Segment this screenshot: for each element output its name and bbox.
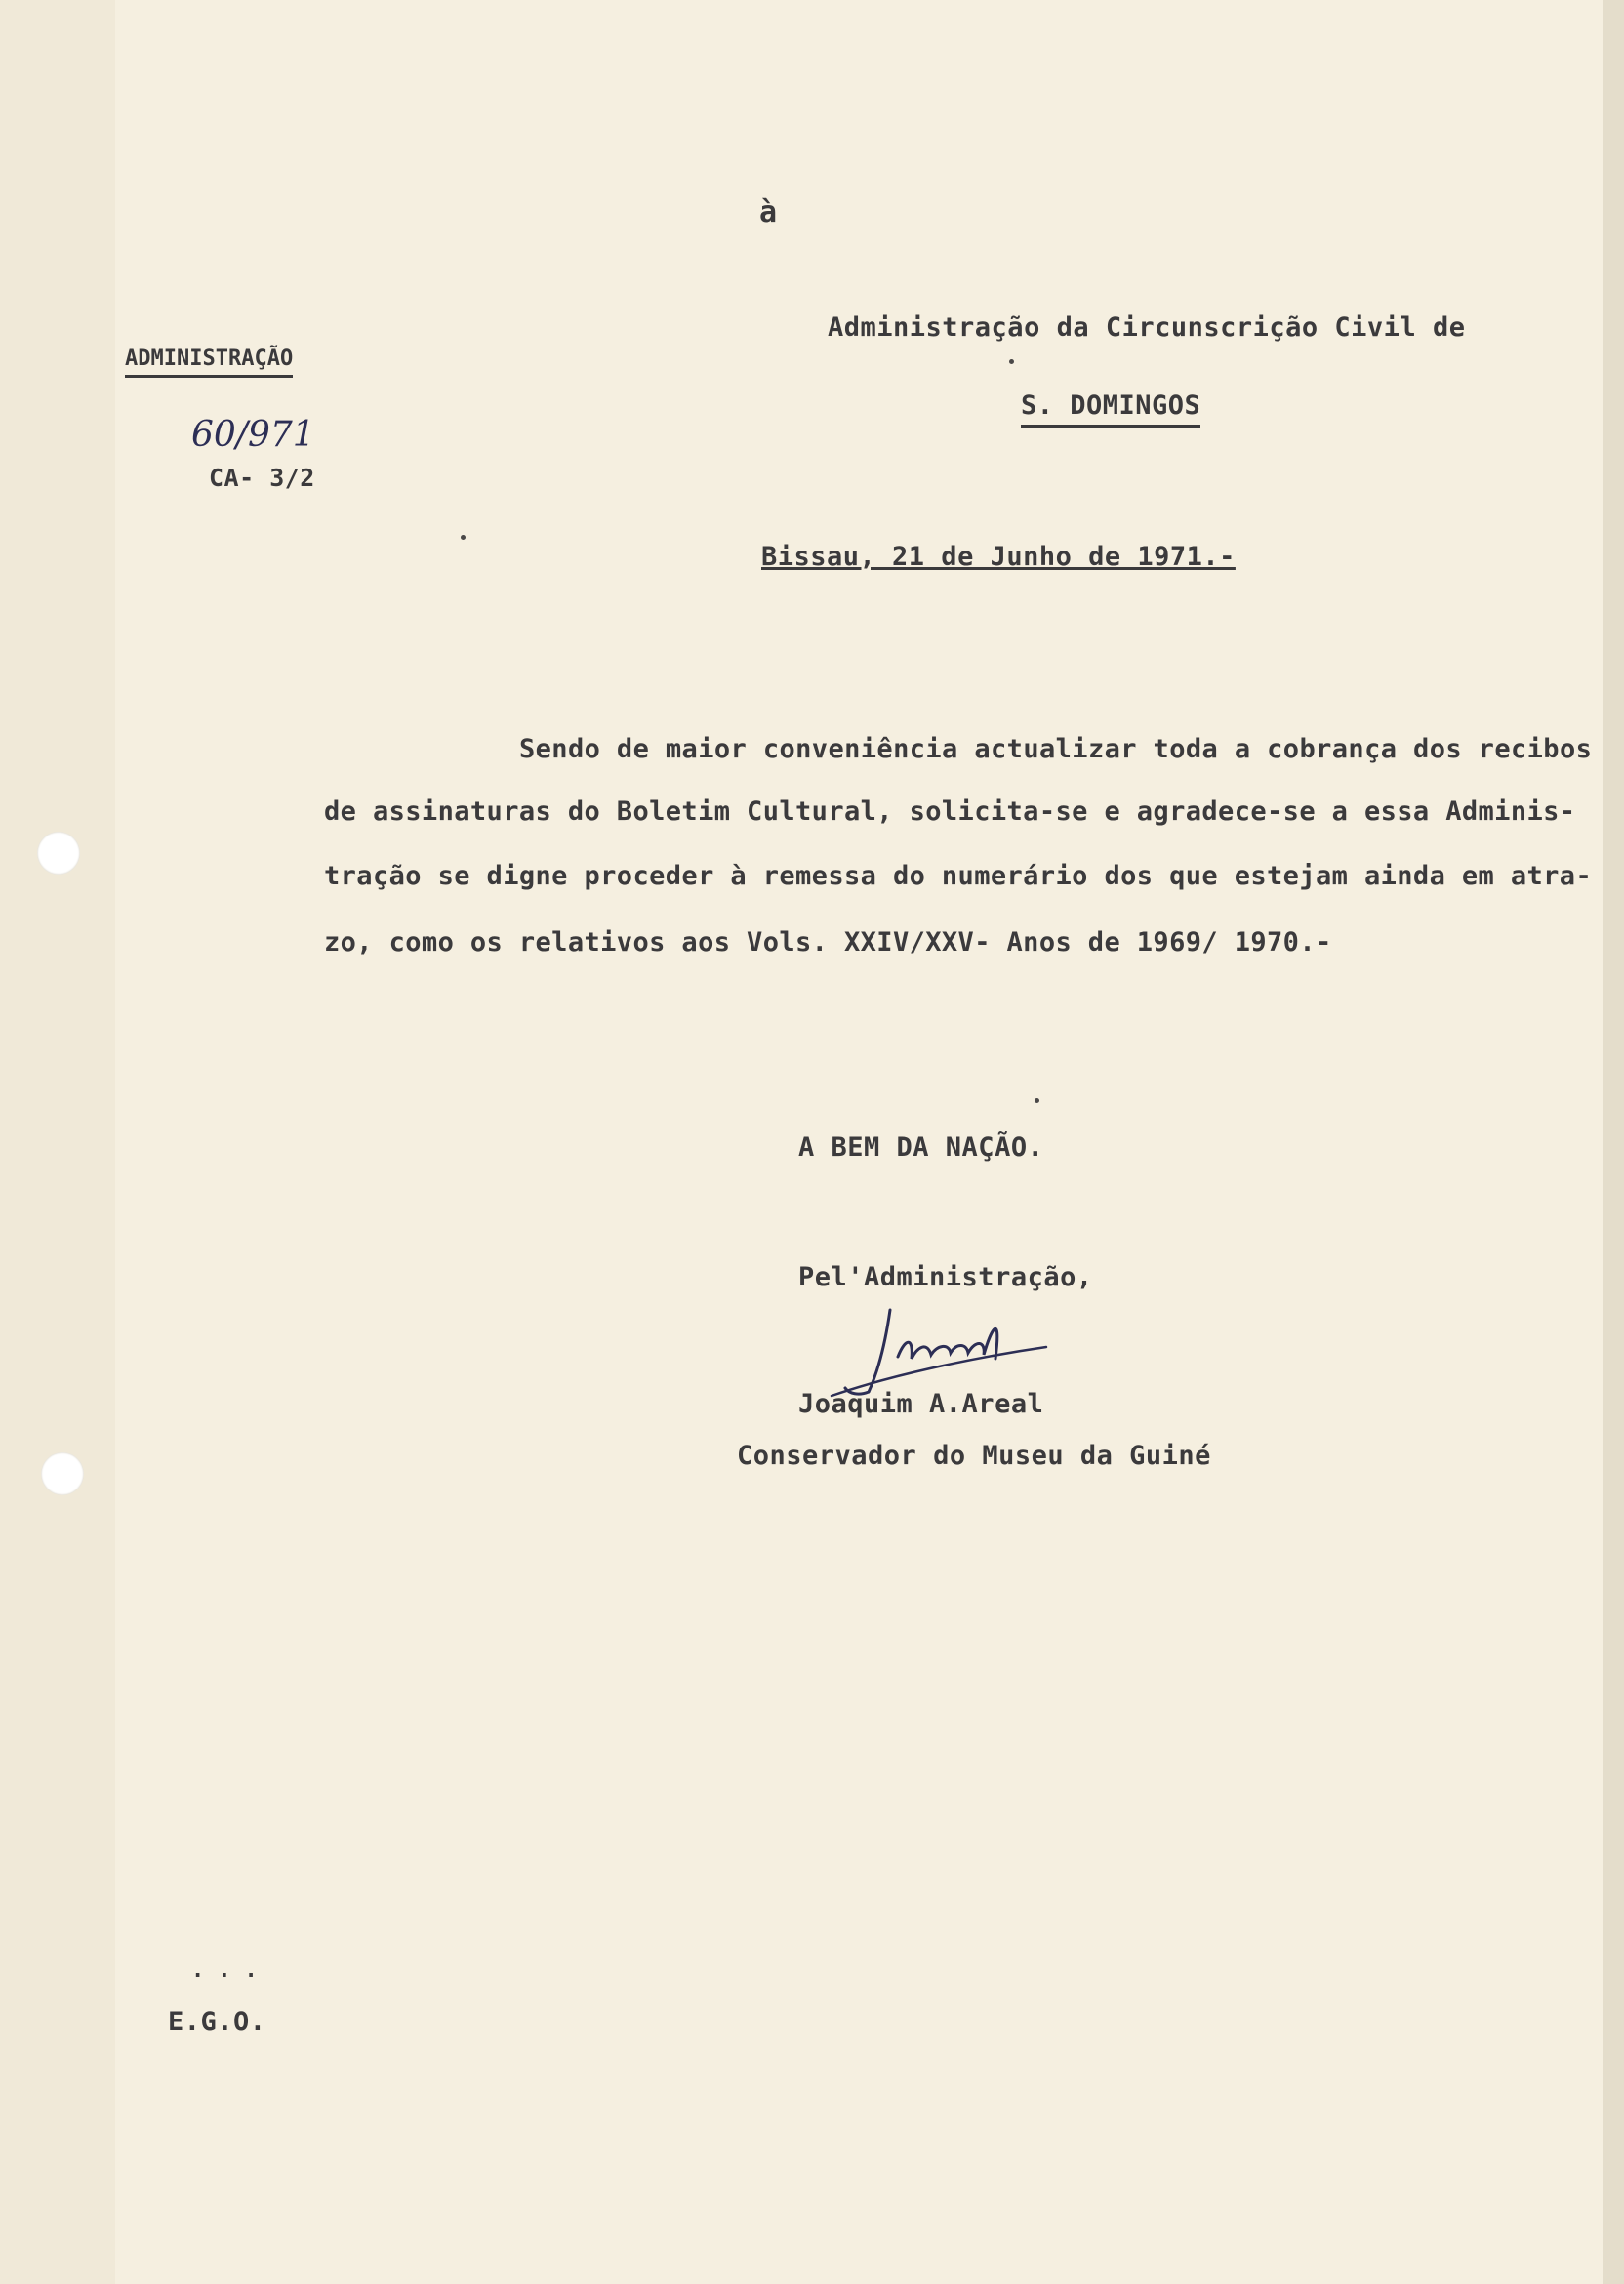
body-line-4: zo, como os relativos aos Vols. XXIV/XXV- Anos de 1969/ 1970.- xyxy=(324,927,1332,958)
recipient-line-2: S. DOMINGOS xyxy=(1021,390,1200,428)
body-line-3: tração se digne proceder à remessa do numerário dos que estejam ainda em atra- xyxy=(324,861,1593,891)
punch-hole-top xyxy=(37,832,80,875)
date-line: Bissau, 21 de Junho de 1971.- xyxy=(761,542,1236,572)
ink-speck xyxy=(1035,1098,1039,1103)
ink-speck xyxy=(1009,359,1014,364)
file-reference: CA- 3/2 xyxy=(209,464,315,492)
closing-salutation: A BEM DA NAÇÃO. xyxy=(798,1132,1044,1162)
paper-left-margin xyxy=(0,0,115,2284)
typist-initials: E.G.O. xyxy=(168,2007,266,2037)
body-line-1: Sendo de maior conveniência actualizar toda a cobrança dos recibos xyxy=(519,734,1593,764)
recipient-line-1: Administração da Circunscrição Civil de xyxy=(828,312,1466,343)
file-number: 60/971 xyxy=(191,415,315,455)
margin-department-stamp: ADMINISTRAÇÃO xyxy=(125,347,293,378)
footer-dots: ... xyxy=(191,1958,271,1982)
signer-name: Joaquim A.Areal xyxy=(798,1389,1044,1419)
punch-hole-bottom xyxy=(41,1452,84,1495)
on-behalf-line: Pel'Administração, xyxy=(798,1262,1093,1292)
ink-speck xyxy=(461,535,466,540)
header-mark: à xyxy=(759,195,778,229)
body-line-2: de assinaturas do Boletim Cultural, solicita-se e agradece-se a essa Adminis- xyxy=(324,796,1576,827)
paper-right-edge xyxy=(1603,0,1624,2284)
signer-title: Conservador do Museu da Guiné xyxy=(737,1441,1211,1471)
